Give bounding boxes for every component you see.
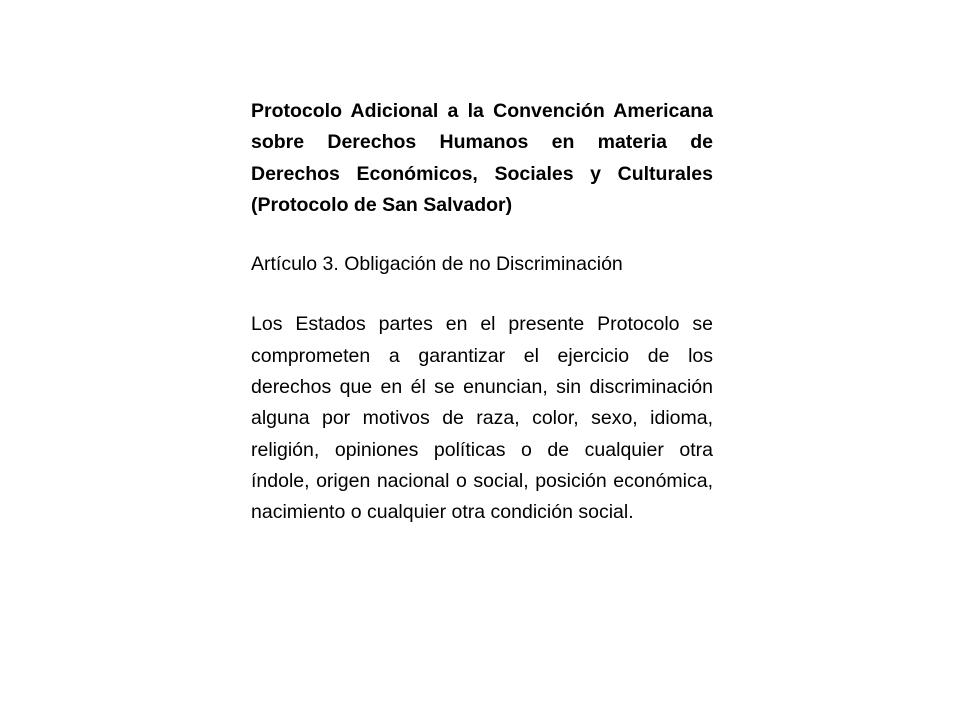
text-block — [251, 96, 713, 529]
article-title: Artículo 3. Obligación de no Discriminación — [251, 253, 623, 276]
article-body: Los Estados partes en el presente Protocolo se comprometen a garantizar el ejercicio de los derechos que en él se enuncian, sin discriminación alguna por motivos de raza, color, sexo, idioma, religión, opiniones políticas o de cualquier otra índole, origen nacional o social, posición económica, nacimiento o cualquier otra condición social. — [251, 313, 713, 524]
document-heading: Protocolo Adicional a la Convención Americana sobre Derechos Humanos en materia de Derechos Económicos, Sociales y Culturales (Protocolo de San Salvador) — [251, 100, 713, 216]
